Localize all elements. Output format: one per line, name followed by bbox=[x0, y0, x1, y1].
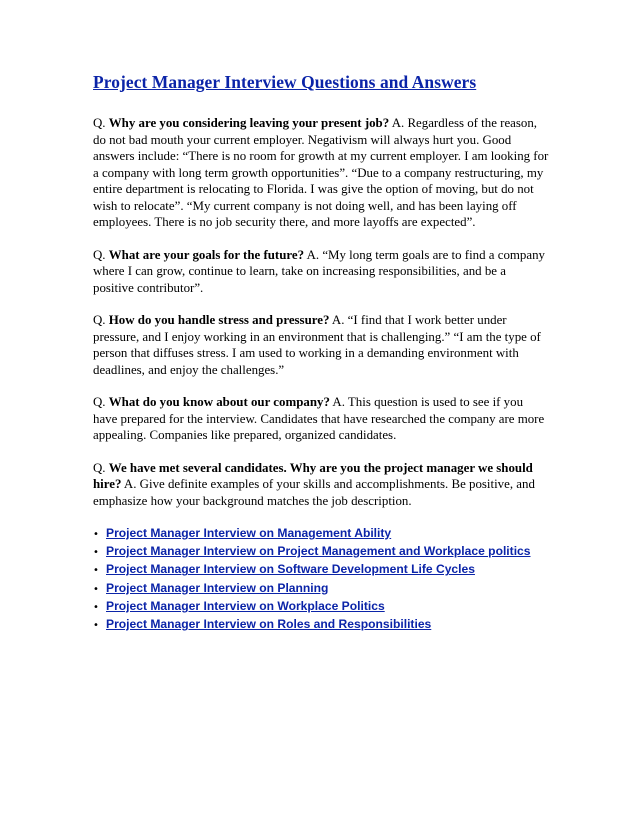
question-text: Why are you considering leaving your present job? bbox=[108, 116, 390, 130]
list-item bbox=[93, 543, 549, 561]
page-title[interactable]: Project Manager Interview Questions and Answers bbox=[93, 72, 477, 92]
question-label: Q. bbox=[93, 116, 106, 130]
bullet-icon: • bbox=[93, 620, 99, 632]
answer-text: A. Give definite examples of your skills and accomplishments. Be positive, and emphasize how your background matches the job description. bbox=[93, 477, 535, 508]
link-roles-and-responsibilities[interactable]: Project Manager Interview on Roles and Responsibilities bbox=[106, 617, 432, 632]
question-text: How do you handle stress and pressure? bbox=[108, 313, 330, 327]
link-workplace-politics[interactable]: Project Manager Interview on Workplace Politics bbox=[106, 598, 385, 613]
answer-text: A. This question is used to see if you have prepared for the interview. Candidates that have researched the company are more appealing. Companies like prepared, organized candidates. bbox=[93, 395, 545, 442]
qa-block-leaving-job bbox=[93, 115, 549, 231]
question-label: Q. bbox=[93, 247, 106, 262]
question-label: Q. bbox=[93, 460, 106, 475]
question-text: What do you know about our company? bbox=[108, 395, 330, 409]
answer-text: A. Regardless of the reason, do not bad mouth your current employer. Negativism will always hurt you. Good answers include: “There is no room for growth at my current employer. I am looking for a company with long term growth opportunities”. “Due to a company restructuring, my entire department is relocating to Florida. I was give the option of moving, but do not wish to relocate”. “My current company is not doing well, and has been laying off employees. There is no job security there, and more layoffs are expected”. bbox=[93, 116, 549, 229]
link-planning[interactable]: Project Manager Interview on Planning bbox=[106, 580, 329, 595]
qa-block-goals bbox=[93, 247, 549, 297]
question-text: What are your goals for the future? bbox=[108, 247, 305, 262]
bullet-icon: • bbox=[93, 547, 99, 559]
qa-block-why-hire bbox=[93, 460, 549, 510]
link-project-management-workplace-politics[interactable]: Project Manager Interview on Project Management and Workplace politics bbox=[106, 544, 531, 559]
question-label: Q. bbox=[93, 395, 106, 409]
bullet-icon: • bbox=[93, 601, 99, 613]
qa-block-company bbox=[93, 394, 549, 444]
answer-text: A. “I find that I work better under pressure, and I enjoy working in an environment that is challenging.” “I am the type of person that diffuses stress. I am used to working in a demanding environment with deadlines, and enjoy the challenges.” bbox=[93, 313, 541, 377]
answer-text: A. “My long term goals are to find a company where I can grow, continue to learn, take on increasing responsibilities, and be a positive contributor”. bbox=[93, 247, 545, 295]
qa-block-stress bbox=[93, 312, 549, 378]
question-label: Q. bbox=[93, 313, 106, 327]
related-links-list bbox=[93, 525, 549, 634]
bullet-icon: • bbox=[93, 529, 99, 540]
list-item bbox=[93, 580, 549, 598]
list-item bbox=[93, 616, 549, 634]
link-software-development-life-cycles[interactable]: Project Manager Interview on Software Development Life Cycles bbox=[106, 562, 475, 577]
bullet-icon: • bbox=[93, 565, 99, 577]
list-item bbox=[93, 525, 549, 543]
document-page bbox=[93, 72, 549, 634]
bullet-icon: • bbox=[93, 583, 99, 595]
list-item bbox=[93, 598, 549, 616]
link-management-ability[interactable]: Project Manager Interview on Management Ability bbox=[106, 526, 392, 540]
question-text: We have met several candidates. Why are you the project manager we should hire? bbox=[93, 460, 533, 491]
list-item bbox=[93, 561, 549, 579]
